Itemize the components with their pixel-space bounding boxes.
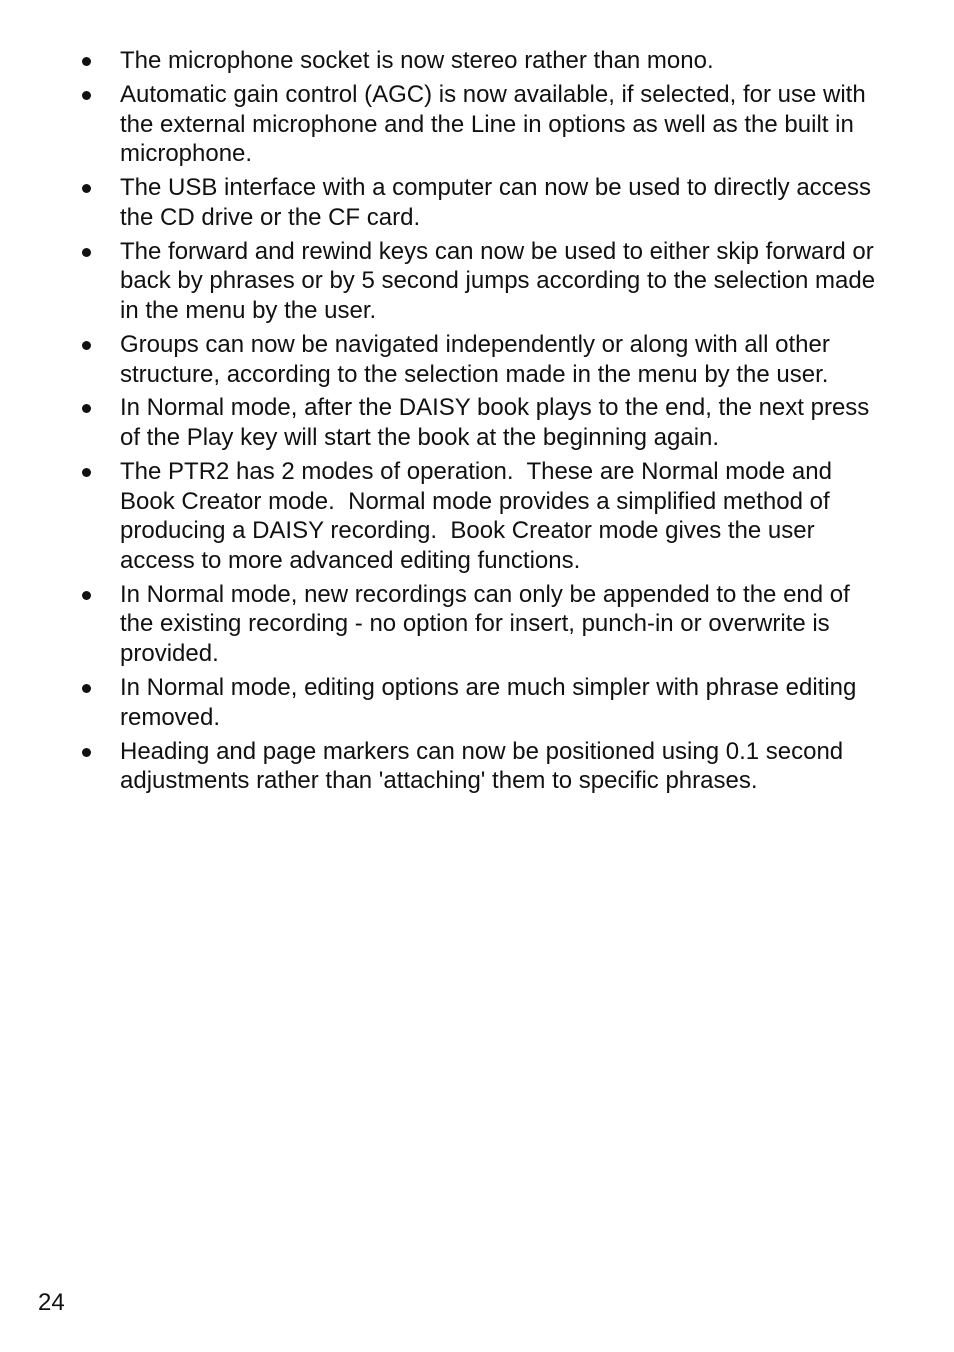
bullet-icon	[82, 91, 91, 100]
list-item	[78, 173, 888, 232]
bullet-icon	[82, 591, 91, 600]
bullet-icon	[82, 57, 91, 66]
page-number: 24	[38, 1289, 65, 1316]
bullet-icon	[82, 341, 91, 350]
bullet-icon	[82, 248, 91, 257]
list-item-text: In Normal mode, editing options are much simpler with phrase editing removed.	[120, 674, 857, 731]
bullet-icon	[82, 468, 91, 477]
list-item-text: In Normal mode, new recordings can only be appended to the end of the existing recording - no option for insert, punch-in or overwrite is provided.	[120, 580, 850, 668]
list-item	[78, 580, 888, 669]
bullet-icon	[82, 748, 91, 757]
bullet-icon	[82, 684, 91, 693]
list-item	[78, 80, 888, 169]
list-item	[78, 673, 888, 732]
list-item	[78, 46, 888, 76]
list-item	[78, 237, 888, 326]
list-item	[78, 330, 888, 389]
bullet-icon	[82, 184, 91, 193]
list-item-text: Groups can now be navigated independently or along with all other structure, according to the selection made in the menu by the user.	[120, 330, 830, 388]
bullet-icon	[82, 404, 91, 413]
list-item-text: The USB interface with a computer can now be used to directly access the CD drive or the CF card.	[120, 174, 872, 231]
list-item	[78, 393, 888, 452]
feature-bullet-list	[78, 46, 888, 800]
list-item-text: Automatic gain control (AGC) is now available, if selected, for use with the external microphone and the Line in options as well as the built in microphone.	[120, 80, 866, 168]
list-item-text: In Normal mode, after the DAISY book plays to the end, the next press of the Play key will start the book at the beginning again.	[120, 394, 870, 452]
list-item-text: The PTR2 has 2 modes of operation. These are Normal mode and Book Creator mode. Normal mode provides a simplified method of producing a DAISY recording. Book Creator mode gives the user access to more advanced editing functions.	[120, 458, 839, 574]
list-item-text: The microphone socket is now stereo rather than mono.	[120, 47, 714, 74]
list-item	[78, 737, 888, 796]
list-item-text: The forward and rewind keys can now be used to either skip forward or back by phrases or by 5 second jumps according to the selection made in the menu by the user.	[120, 237, 876, 324]
list-item	[78, 457, 888, 575]
list-item-text: Heading and page markers can now be positioned using 0.1 second adjustments rather than 'attaching' them to specific phrases.	[120, 737, 844, 795]
